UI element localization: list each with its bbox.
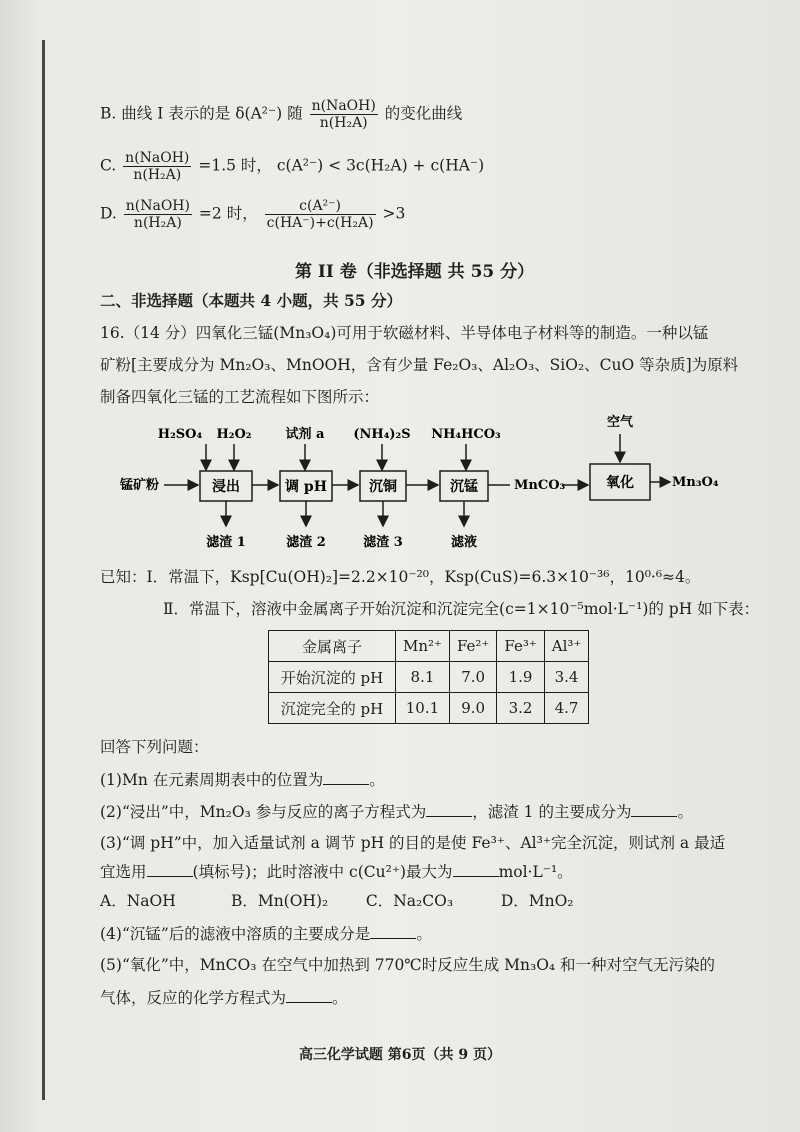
option-label: D. <box>100 204 117 223</box>
option-c-fraction <box>123 150 191 183</box>
table-header-row <box>269 631 589 662</box>
step-leach: 浸出 <box>212 479 240 495</box>
option-c-expression: c(A²⁻) < 3c(H₂A) + c(HA⁻) <box>276 156 485 175</box>
known-line-2: Ⅱ．常温下，溶液中金属离子开始沉淀和沉淀完全(c=1×10⁻⁵mol·L⁻¹)的 pH 如下表： <box>163 600 760 618</box>
question-4-text: (4)“沉锰”后的滤液中溶质的主要成分是 <box>100 925 371 943</box>
answer-blank[interactable] <box>323 770 369 785</box>
answer-blank[interactable] <box>426 802 472 817</box>
table-cell: 3.4 <box>544 662 589 693</box>
part-heading: 二、非选择题（本题共 4 小题，共 55 分） <box>100 291 402 310</box>
page-footer: 高三化学试题 第6页（共 9 页） <box>298 1047 502 1063</box>
table-cell: 7.0 <box>449 662 496 693</box>
question-3-text-c: mol·L⁻¹。 <box>498 863 573 881</box>
punctuation: 。 <box>416 925 432 943</box>
fraction-denominator: n(H₂A) <box>319 115 368 132</box>
table-cell: 沉淀完全的 pH <box>269 693 396 724</box>
answer-blank[interactable] <box>147 862 193 877</box>
option-b <box>100 98 462 131</box>
question-4 <box>100 924 432 944</box>
choice-c[interactable]: C．Na₂CO₃ <box>365 892 454 910</box>
fraction-denominator: n(H₂A) <box>133 167 182 184</box>
table-cell: 1.9 <box>497 662 544 693</box>
table-header: Mn²⁺ <box>396 631 450 662</box>
residue-3: 滤渣 3 <box>363 535 403 550</box>
question-3-text: 宜选用 <box>100 863 147 881</box>
choice-b[interactable]: B．Mn(OH)₂ <box>230 892 329 910</box>
punctuation: 。 <box>332 989 348 1007</box>
question-3-choices <box>100 892 620 911</box>
q16-line-2: 矿粉[主要成分为 Mn₂O₃、MnOOH，含有少量 Fe₂O₃、Al₂O₃、SiO₂、CuO 等杂质]为原料 <box>100 356 739 374</box>
residue-2: 滤渣 2 <box>286 535 326 550</box>
q16-line-3: 制备四氧化三锰的工艺流程如下图所示： <box>100 388 380 406</box>
option-c <box>100 150 484 183</box>
flow-input: 锰矿粉 <box>120 478 160 493</box>
option-label: B. <box>100 104 117 123</box>
question-2-text-b: ，滤渣 1 的主要成分为 <box>472 803 632 821</box>
fraction-denominator: c(HA⁻)+c(H₂A) <box>266 215 374 232</box>
fraction-denominator: n(H₂A) <box>133 215 182 232</box>
section-title: 第 II 卷（非选择题 共 55 分） <box>295 262 535 282</box>
known-line-1: 已知：Ⅰ．常温下，Ksp[Cu(OH)₂]=2.2×10⁻²⁰，Ksp(CuS)=6.3×10⁻³⁶，10⁰·⁶≈4。 <box>100 568 701 586</box>
flow-product: Mn₃O₄ <box>672 475 719 490</box>
table-header: Al³⁺ <box>544 631 589 662</box>
question-3-line-2 <box>100 862 573 882</box>
table-cell: 4.7 <box>544 693 589 724</box>
reagent-h2so4: H₂SO₄ <box>157 427 203 442</box>
answer-blank[interactable] <box>286 988 332 1003</box>
option-b-prefix: 曲线 I 表示的是 <box>121 104 231 123</box>
table-cell: 10.1 <box>396 693 450 724</box>
question-5-line-1: (5)“氧化”中，MnCO₃ 在空气中加热到 770℃时反应生成 Mn₃O₄ 和一种对空气无污染的 <box>100 956 716 974</box>
option-b-fraction <box>310 98 378 131</box>
question-3-text-b: (填标号)；此时溶液中 c(Cu²⁺)最大为 <box>192 863 453 881</box>
filtrate: 滤液 <box>450 535 478 550</box>
option-b-mid: 随 <box>287 104 303 123</box>
step-oxidize: 氧化 <box>606 475 634 491</box>
table-cell: 9.0 <box>449 693 496 724</box>
fraction-numerator: c(A²⁻) <box>265 198 376 215</box>
reagent-a: 试剂 a <box>285 427 325 442</box>
answer-prompt: 回答下列问题： <box>100 738 209 756</box>
option-d-relation: >3 <box>382 204 406 223</box>
table-header: Fe²⁺ <box>449 631 496 662</box>
reagent-nh4-2s: (NH₄)₂S <box>353 427 411 442</box>
option-c-condition: =1.5 时， <box>198 156 272 175</box>
step-adjust-ph: 调 pH <box>285 479 327 495</box>
table-row <box>269 662 589 693</box>
flow-intermediate: MnCO₃ <box>514 478 566 493</box>
table-row <box>269 693 589 724</box>
table-cell: 8.1 <box>396 662 450 693</box>
question-1-text: (1)Mn 在元素周期表中的位置为 <box>100 771 324 789</box>
option-d-fraction <box>124 198 192 231</box>
option-b-suffix: 的变化曲线 <box>384 104 463 123</box>
answer-blank[interactable] <box>370 924 416 939</box>
option-b-delta: δ(A²⁻) <box>235 104 283 123</box>
step-precip-cu: 沉铜 <box>369 479 397 495</box>
residue-1: 滤渣 1 <box>206 535 246 550</box>
question-5-line-2 <box>100 988 348 1008</box>
answer-blank[interactable] <box>631 802 677 817</box>
table-header: 金属离子 <box>269 631 396 662</box>
option-d-condition: =2 时， <box>198 204 258 223</box>
question-5-text: 气体，反应的化学方程式为 <box>100 989 287 1007</box>
reagent-nh4hco3: NH₄HCO₃ <box>431 427 501 442</box>
option-label: C. <box>100 156 117 175</box>
step-precip-mn: 沉锰 <box>450 479 478 495</box>
fraction-numerator: n(NaOH) <box>311 98 376 114</box>
question-2 <box>100 802 693 822</box>
choice-d[interactable]: D．MnO₂ <box>500 892 574 910</box>
reagent-h2o2: H₂O₂ <box>216 427 252 442</box>
option-d <box>100 198 405 231</box>
ph-table <box>268 630 589 724</box>
punctuation: 。 <box>369 771 385 789</box>
question-3-line-1: (3)“调 pH”中，加入适量试剂 a 调节 pH 的目的是使 Fe³⁺、Al³⁺完全沉淀，则试剂 a 最适 <box>100 834 726 852</box>
fraction-numerator: n(NaOH) <box>125 150 190 166</box>
process-flow-diagram <box>120 410 740 555</box>
table-cell: 开始沉淀的 pH <box>269 662 396 693</box>
table-cell: 3.2 <box>497 693 544 724</box>
reagent-air: 空气 <box>606 415 634 430</box>
option-d-expression-fraction <box>265 198 376 231</box>
binding-line <box>42 40 45 1100</box>
punctuation: 。 <box>677 803 693 821</box>
table-header: Fe³⁺ <box>497 631 544 662</box>
question-1 <box>100 770 385 790</box>
choice-a[interactable]: A．NaOH <box>100 892 176 910</box>
answer-blank[interactable] <box>453 862 499 877</box>
question-2-text: (2)“浸出”中，Mn₂O₃ 参与反应的离子方程式为 <box>100 803 427 821</box>
q16-line-1: 16.（14 分）四氧化三锰(Mn₃O₄)可用于软磁材料、半导体电子材料等的制造。一种以锰 <box>100 324 709 342</box>
fraction-numerator: n(NaOH) <box>125 198 190 214</box>
